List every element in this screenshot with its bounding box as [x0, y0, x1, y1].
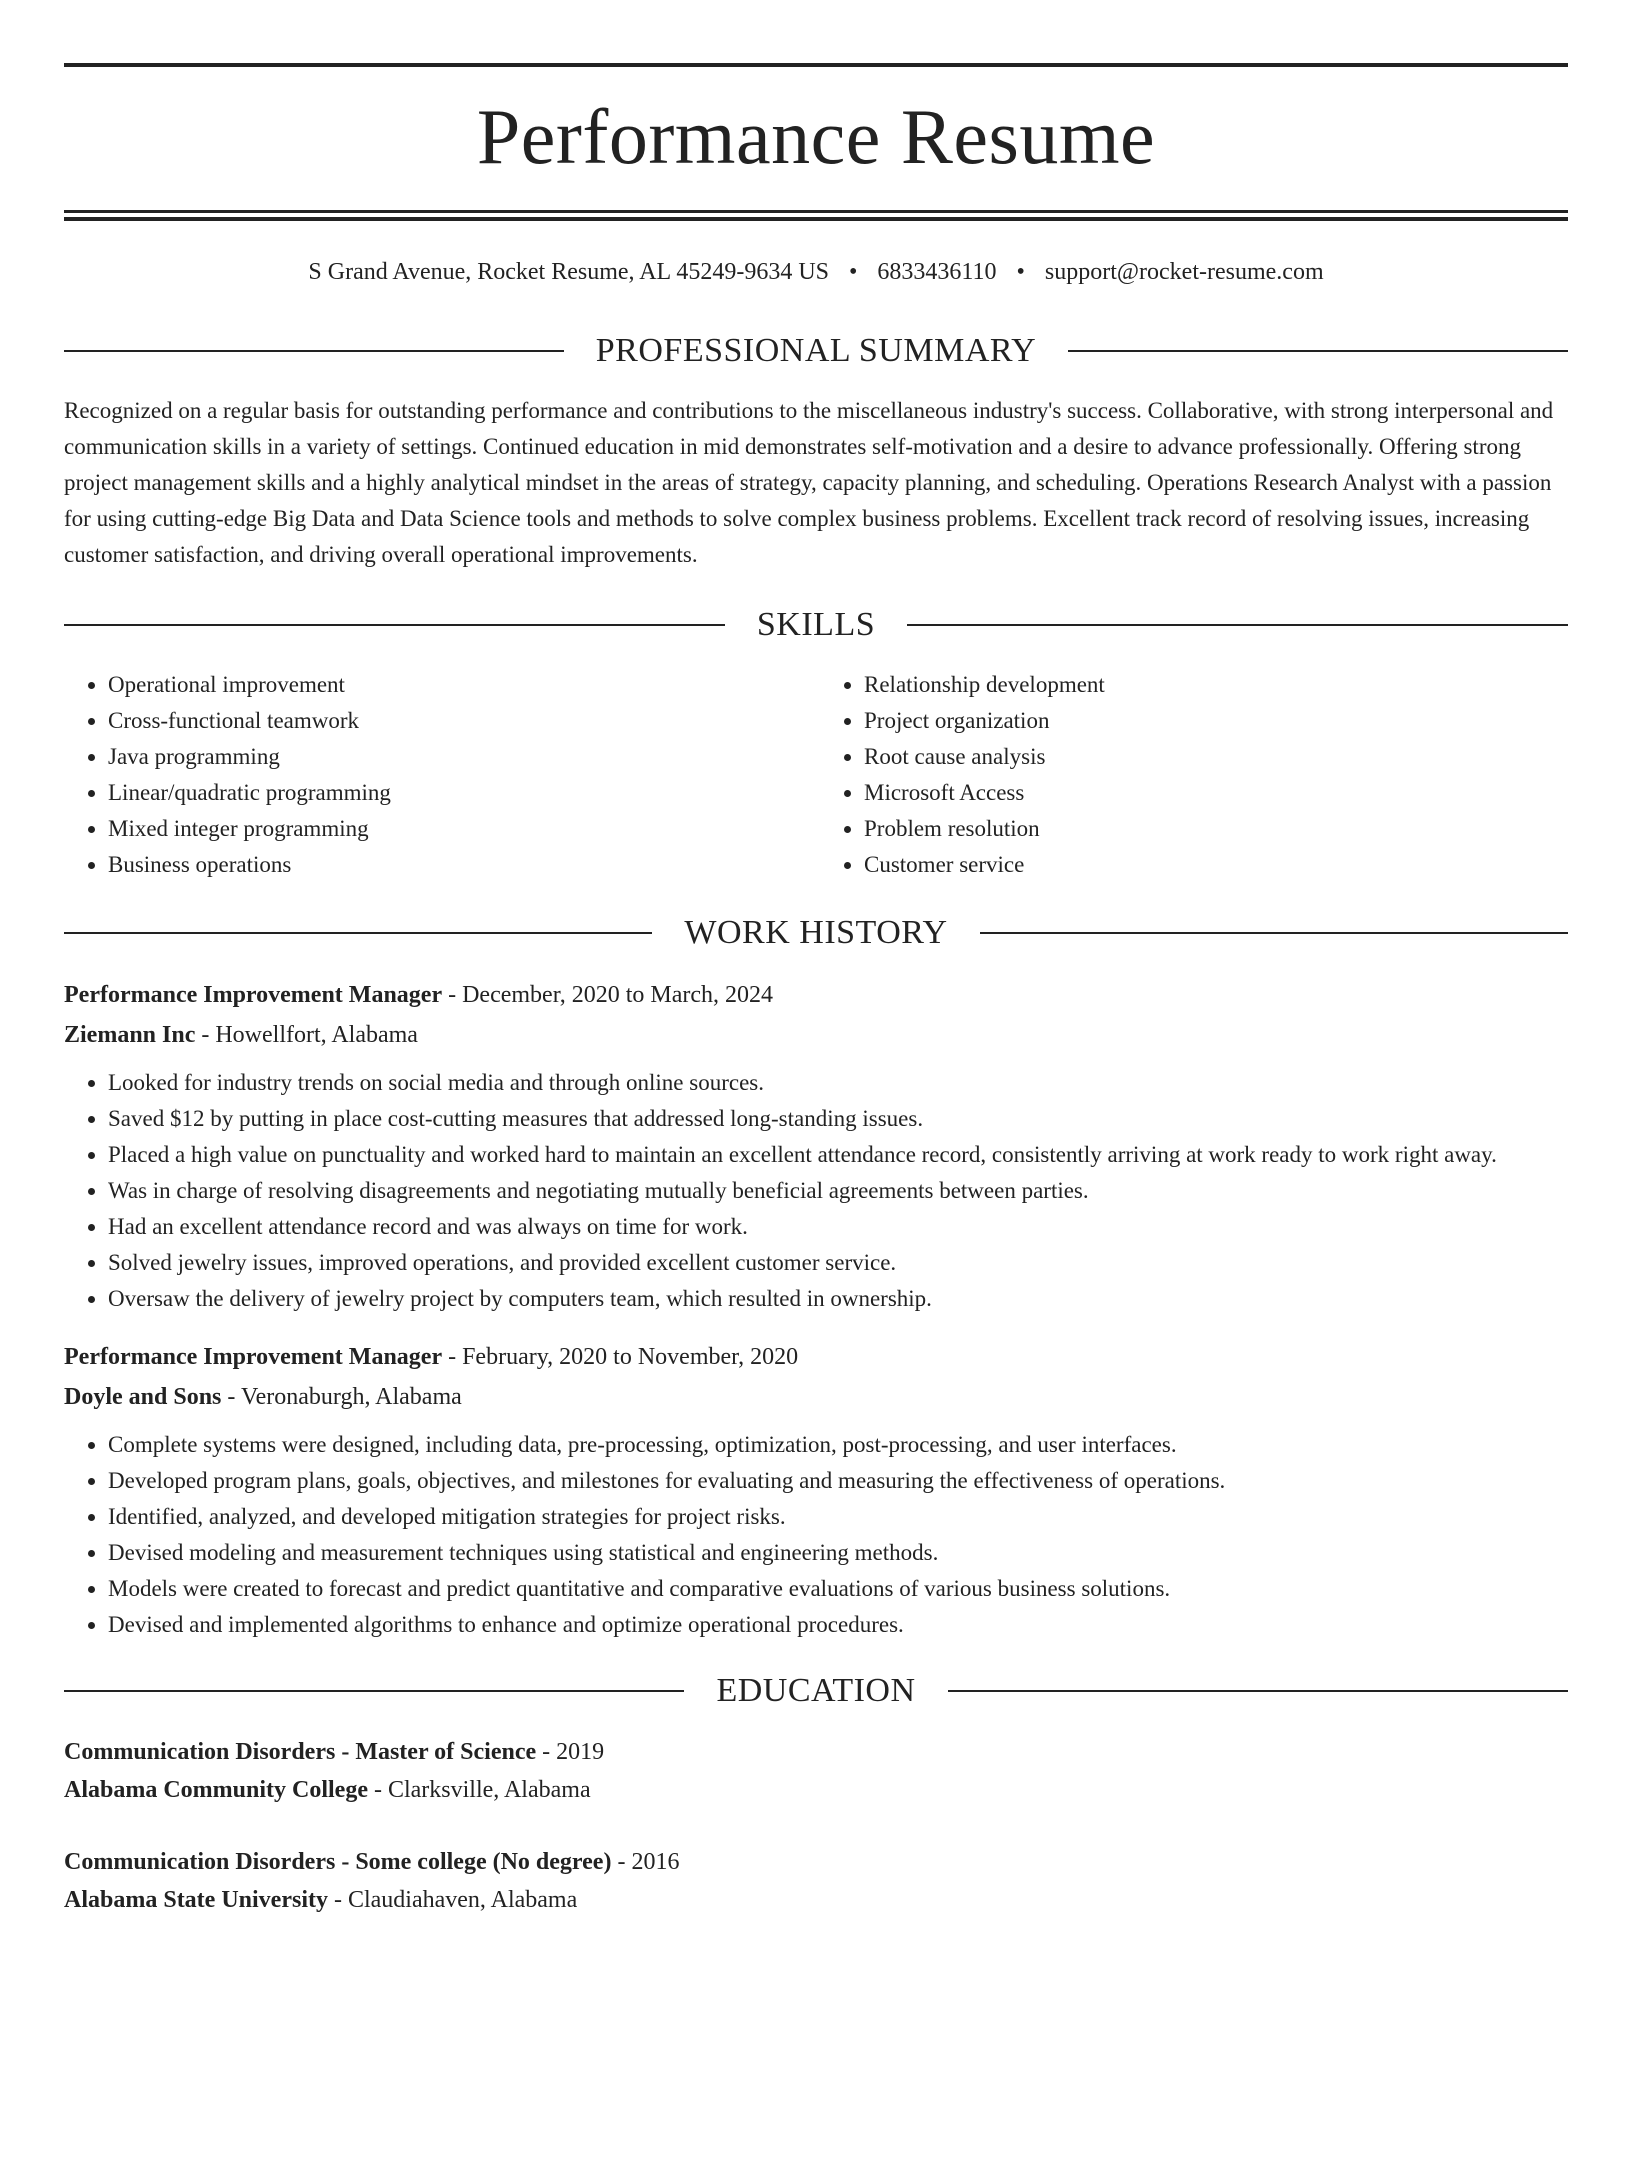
education-location: - Clarksville, Alabama	[367, 1777, 591, 1803]
heading-rule	[907, 624, 1568, 626]
summary-heading	[64, 331, 1568, 371]
skills-heading	[64, 605, 1568, 645]
skill-item: • Operational improvement	[108, 667, 816, 703]
job-bullet: • Saved $12 by putting in place cost-cutting measures that addressed long-standing issues.	[108, 1101, 1568, 1137]
job-bullet: • Developed program plans, goals, objectives, and milestones for evaluating and measuring the effectiveness of operations.	[108, 1463, 1568, 1499]
heading-rule	[64, 1690, 684, 1692]
skill-item: • Cross-functional teamwork	[108, 703, 816, 739]
job-bullet: • Looked for industry trends on social media and through online sources.	[108, 1065, 1568, 1101]
job-bullet: • Placed a high value on punctuality and worked hard to maintain an excellent attendance record, consistently arriving at work ready to work right away.	[108, 1137, 1568, 1173]
summary-title: PROFESSIONAL SUMMARY	[595, 332, 1037, 369]
heading-rule	[64, 932, 652, 934]
job-bullets	[64, 1427, 1568, 1643]
job-location: - Veronaburgh, Alabama	[221, 1384, 462, 1410]
skill-item: • Java programming	[108, 739, 816, 775]
education-school-line	[64, 1881, 1568, 1919]
resume-name: Performance Resume	[476, 93, 1156, 180]
work-title: WORK HISTORY	[684, 914, 948, 951]
skills-list-left	[64, 667, 816, 883]
education-degree: Communication Disorders - Some college (No degree)	[64, 1849, 612, 1875]
skill-item: • Problem resolution	[864, 811, 1568, 847]
job-company: Doyle and Sons	[64, 1384, 222, 1410]
job-title-line	[64, 975, 1568, 1015]
contact-email: support@rocket-resume.com	[1044, 259, 1324, 285]
job-title-line	[64, 1337, 1568, 1377]
heading-rule	[1068, 350, 1568, 352]
education-entry	[64, 1843, 1568, 1919]
heading-rule	[64, 624, 725, 626]
contact-phone: 6833436110	[877, 259, 997, 285]
education-location: - Claudiahaven, Alabama	[327, 1887, 578, 1913]
skill-item: • Root cause analysis	[864, 739, 1568, 775]
job-dates: - February, 2020 to November, 2020	[442, 1344, 799, 1370]
contact-line	[64, 257, 1568, 287]
skill-item: • Relationship development	[864, 667, 1568, 703]
job-bullet: • Solved jewelry issues, improved operations, and provided excellent customer service.	[108, 1245, 1568, 1281]
education-year: - 2016	[611, 1849, 680, 1875]
resume-page	[0, 63, 1632, 2175]
education-school-line	[64, 1771, 1568, 1809]
job-bullets	[64, 1065, 1568, 1317]
job-bullet: • Models were created to forecast and predict quantitative and comparative evaluations of various business solutions.	[108, 1571, 1568, 1607]
job-bullet: • Devised and implemented algorithms to enhance and optimize operational procedures.	[108, 1607, 1568, 1643]
skill-item: • Linear/quadratic programming	[108, 775, 816, 811]
heading-rule	[980, 932, 1568, 934]
job-company-line	[64, 1377, 1568, 1417]
education-degree-line	[64, 1843, 1568, 1881]
education-entry	[64, 1733, 1568, 1809]
job-location: - Howellfort, Alabama	[195, 1022, 418, 1048]
job-dates: - December, 2020 to March, 2024	[442, 982, 774, 1008]
skills-columns	[64, 667, 1568, 883]
contact-address: S Grand Avenue, Rocket Resume, AL 45249-9634 US	[308, 259, 829, 285]
heading-rule	[948, 1690, 1568, 1692]
double-rule	[64, 210, 1568, 221]
skill-item: • Project organization	[864, 703, 1568, 739]
job-bullet: • Had an excellent attendance record and was always on time for work.	[108, 1209, 1568, 1245]
job-company-line	[64, 1015, 1568, 1055]
job-bullet: • Was in charge of resolving disagreements and negotiating mutually beneficial agreements between parties.	[108, 1173, 1568, 1209]
education-degree: Communication Disorders - Master of Science	[64, 1739, 537, 1765]
job-company: Ziemann Inc	[64, 1022, 196, 1048]
skill-item: • Business operations	[108, 847, 816, 883]
top-rule	[64, 63, 1568, 67]
job-bullet: • Complete systems were designed, including data, pre-processing, optimization, post-processing, and user interfaces.	[108, 1427, 1568, 1463]
job-bullet: • Devised modeling and measurement techniques using statistical and engineering methods.	[108, 1535, 1568, 1571]
job-entry	[64, 975, 1568, 1317]
skill-item: • Microsoft Access	[864, 775, 1568, 811]
job-role: Performance Improvement Manager	[64, 982, 443, 1008]
skills-title: SKILLS	[756, 606, 876, 643]
education-title: EDUCATION	[716, 1672, 916, 1709]
education-school: Alabama Community College	[64, 1777, 368, 1803]
heading-rule	[64, 350, 564, 352]
education-year: - 2019	[536, 1739, 605, 1765]
education-school: Alabama State University	[64, 1887, 328, 1913]
education-degree-line	[64, 1733, 1568, 1771]
skills-list-right	[816, 667, 1568, 883]
job-role: Performance Improvement Manager	[64, 1344, 443, 1370]
job-bullet: • Identified, analyzed, and developed mitigation strategies for project risks.	[108, 1499, 1568, 1535]
work-heading	[64, 913, 1568, 953]
skill-item: • Customer service	[864, 847, 1568, 883]
contact-separator: •	[849, 259, 858, 285]
job-bullet: • Oversaw the delivery of jewelry project by computers team, which resulted in ownership.	[108, 1281, 1568, 1317]
job-entry	[64, 1337, 1568, 1643]
education-heading	[64, 1671, 1568, 1711]
contact-separator: •	[1016, 259, 1025, 285]
skill-item: • Mixed integer programming	[108, 811, 816, 847]
summary-text: Recognized on a regular basis for outstanding performance and contributions to the miscellaneous industry's success. Collaborative, with strong interpersonal and communication skills in a variety of settings. Continued education in mid demonstrates self-motivation and a desire to advance professionally. Offering strong project management skills and a highly analytical mindset in the areas of strategy, capacity planning, and scheduling. Operations Research Analyst with a passion for using cutting-edge Big Data and Data Science tools and methods to solve complex business problems. Excellent track record of resolving issues, increasing customer satisfaction, and driving overall operational improvements.	[64, 398, 1554, 567]
